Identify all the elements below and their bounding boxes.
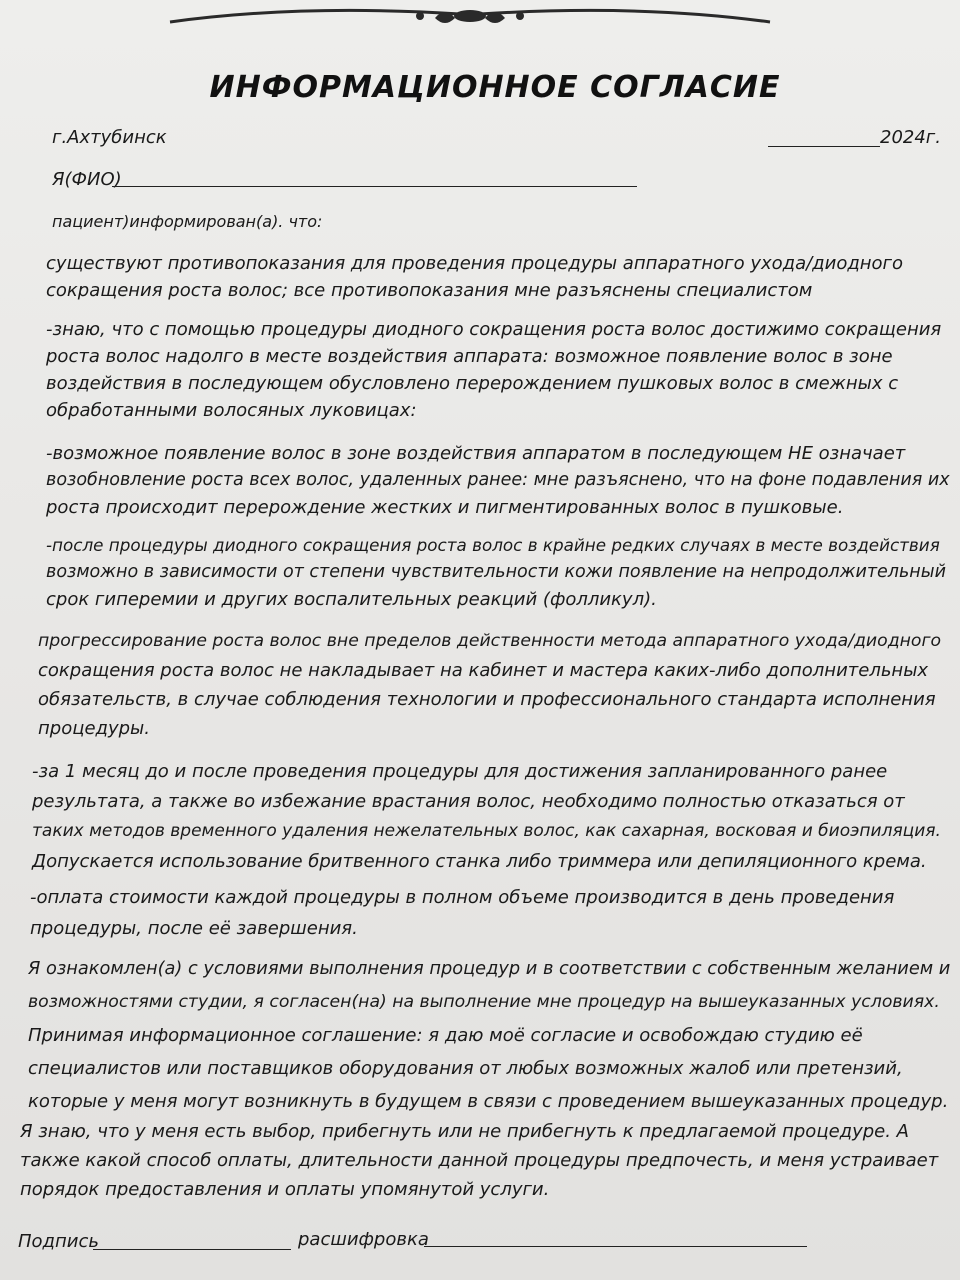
paragraph-line: сокращения роста волос; все противопоказания мне разъяснены специалистом [46, 280, 813, 301]
paragraph-line: Я знаю, что у меня есть выбор, прибегнуть или не прибегнуть к предлагаемой процедуре. А [20, 1121, 909, 1142]
year-label: 2024г. [880, 127, 941, 148]
paragraph-line: роста происходит перерождение жестких и пигментированных волос в пушковые. [46, 497, 844, 518]
paragraph-line: возможно в зависимости от степени чувствительности кожи появление на непродолжительный [46, 562, 946, 582]
decoding-label: расшифровка [298, 1229, 429, 1250]
paragraph-line: специалистов или поставщиков оборудования от любых возможных жалоб или претензий, [28, 1058, 903, 1079]
paragraph-line: срок гиперемии и других воспалительных реакций (фолликул). [46, 589, 657, 610]
paragraph-line: процедуры, после её завершения. [30, 918, 358, 939]
paragraph-line: которые у меня могут возникнуть в будущем в связи с проведением вышеуказанных процедур. [28, 1091, 949, 1112]
paragraph-line: Принимая информационное соглашение: я даю моё согласие и освобождаю студию её [28, 1025, 863, 1046]
date-blank [768, 146, 880, 147]
paragraph-line: результата, а также во избежание врастания волос, необходимо полностью отказаться от [32, 791, 905, 812]
paragraph-line: обработанными волосяных луковицах: [46, 400, 417, 421]
signature-blank [93, 1249, 291, 1250]
paragraph-line: Я ознакомлен(а) с условиями выполнения процедур и в соответствии с собственным желанием и [28, 959, 951, 979]
paragraph-line: порядок предоставления и оплаты упомянутой услуги. [20, 1179, 550, 1200]
paragraph-line: процедуры. [38, 718, 150, 739]
paragraph-line: существуют противопоказания для проведения процедуры аппаратного ухода/диодного [46, 253, 904, 274]
paragraph-line: -за 1 месяц до и после проведения процедуры для достижения запланированного ранее [32, 761, 888, 782]
paragraph-line: возобновление роста всех волос, удаленных ранее: мне разъяснено, что на фоне подавления их [46, 470, 950, 490]
paragraph-line: -после процедуры диодного сокращения роста волос в крайне редких случаях в месте воздействия [46, 535, 940, 555]
decoding-blank [424, 1246, 807, 1247]
paragraph-line: Допускается использование бритвенного станка либо триммера или депиляционного крема. [32, 851, 927, 872]
paragraph-line: прогрессирование роста волос вне пределов действенности метода аппаратного ухода/диодного [38, 631, 942, 651]
city-label: г.Ахтубинск [52, 127, 167, 148]
paragraph-line: сокращения роста волос не накладывает на кабинет и мастера каких-либо дополнительных [38, 660, 929, 681]
paragraph-line: -возможное появление волос в зоне воздействия аппаратом в последующем НЕ означает [46, 443, 906, 464]
paragraph-line: также какой способ оплаты, длительности данной процедуры предпочесть, и меня устраивает [20, 1150, 939, 1171]
fio-blank [112, 186, 637, 187]
ornament-divider [150, 0, 790, 40]
paragraph-line: обязательств, в случае соблюдения технологии и профессионального стандарта исполнения [38, 689, 936, 710]
fio-label: Я(ФИО) [52, 169, 122, 190]
paragraph-line: возможностями студии, я согласен(на) на выполнение мне процедур на вышеуказанных условиях. [28, 992, 940, 1012]
signature-label: Подпись [18, 1231, 99, 1252]
paragraph-line: таких методов временного удаления нежелательных волос, как сахарная, восковая и биоэпиляция. [32, 821, 941, 841]
paragraph-line: -оплата стоимости каждой процедуры в полном объеме производится в день проведения [30, 887, 895, 908]
document-title: ИНФОРМАЦИОННОЕ СОГЛАСИЕ [209, 70, 781, 105]
paragraph-line: -знаю, что с помощью процедуры диодного сокращения роста волос достижимо сокращения [46, 319, 942, 340]
paragraph-line: роста волос надолго в месте воздействия аппарата: возможное появление волос в зоне [46, 346, 893, 367]
informed-line: пациент)информирован(а). что: [52, 212, 323, 231]
paragraph-line: воздействия в последующем обусловлено перерождением пушковых волос в смежных с [46, 373, 899, 394]
